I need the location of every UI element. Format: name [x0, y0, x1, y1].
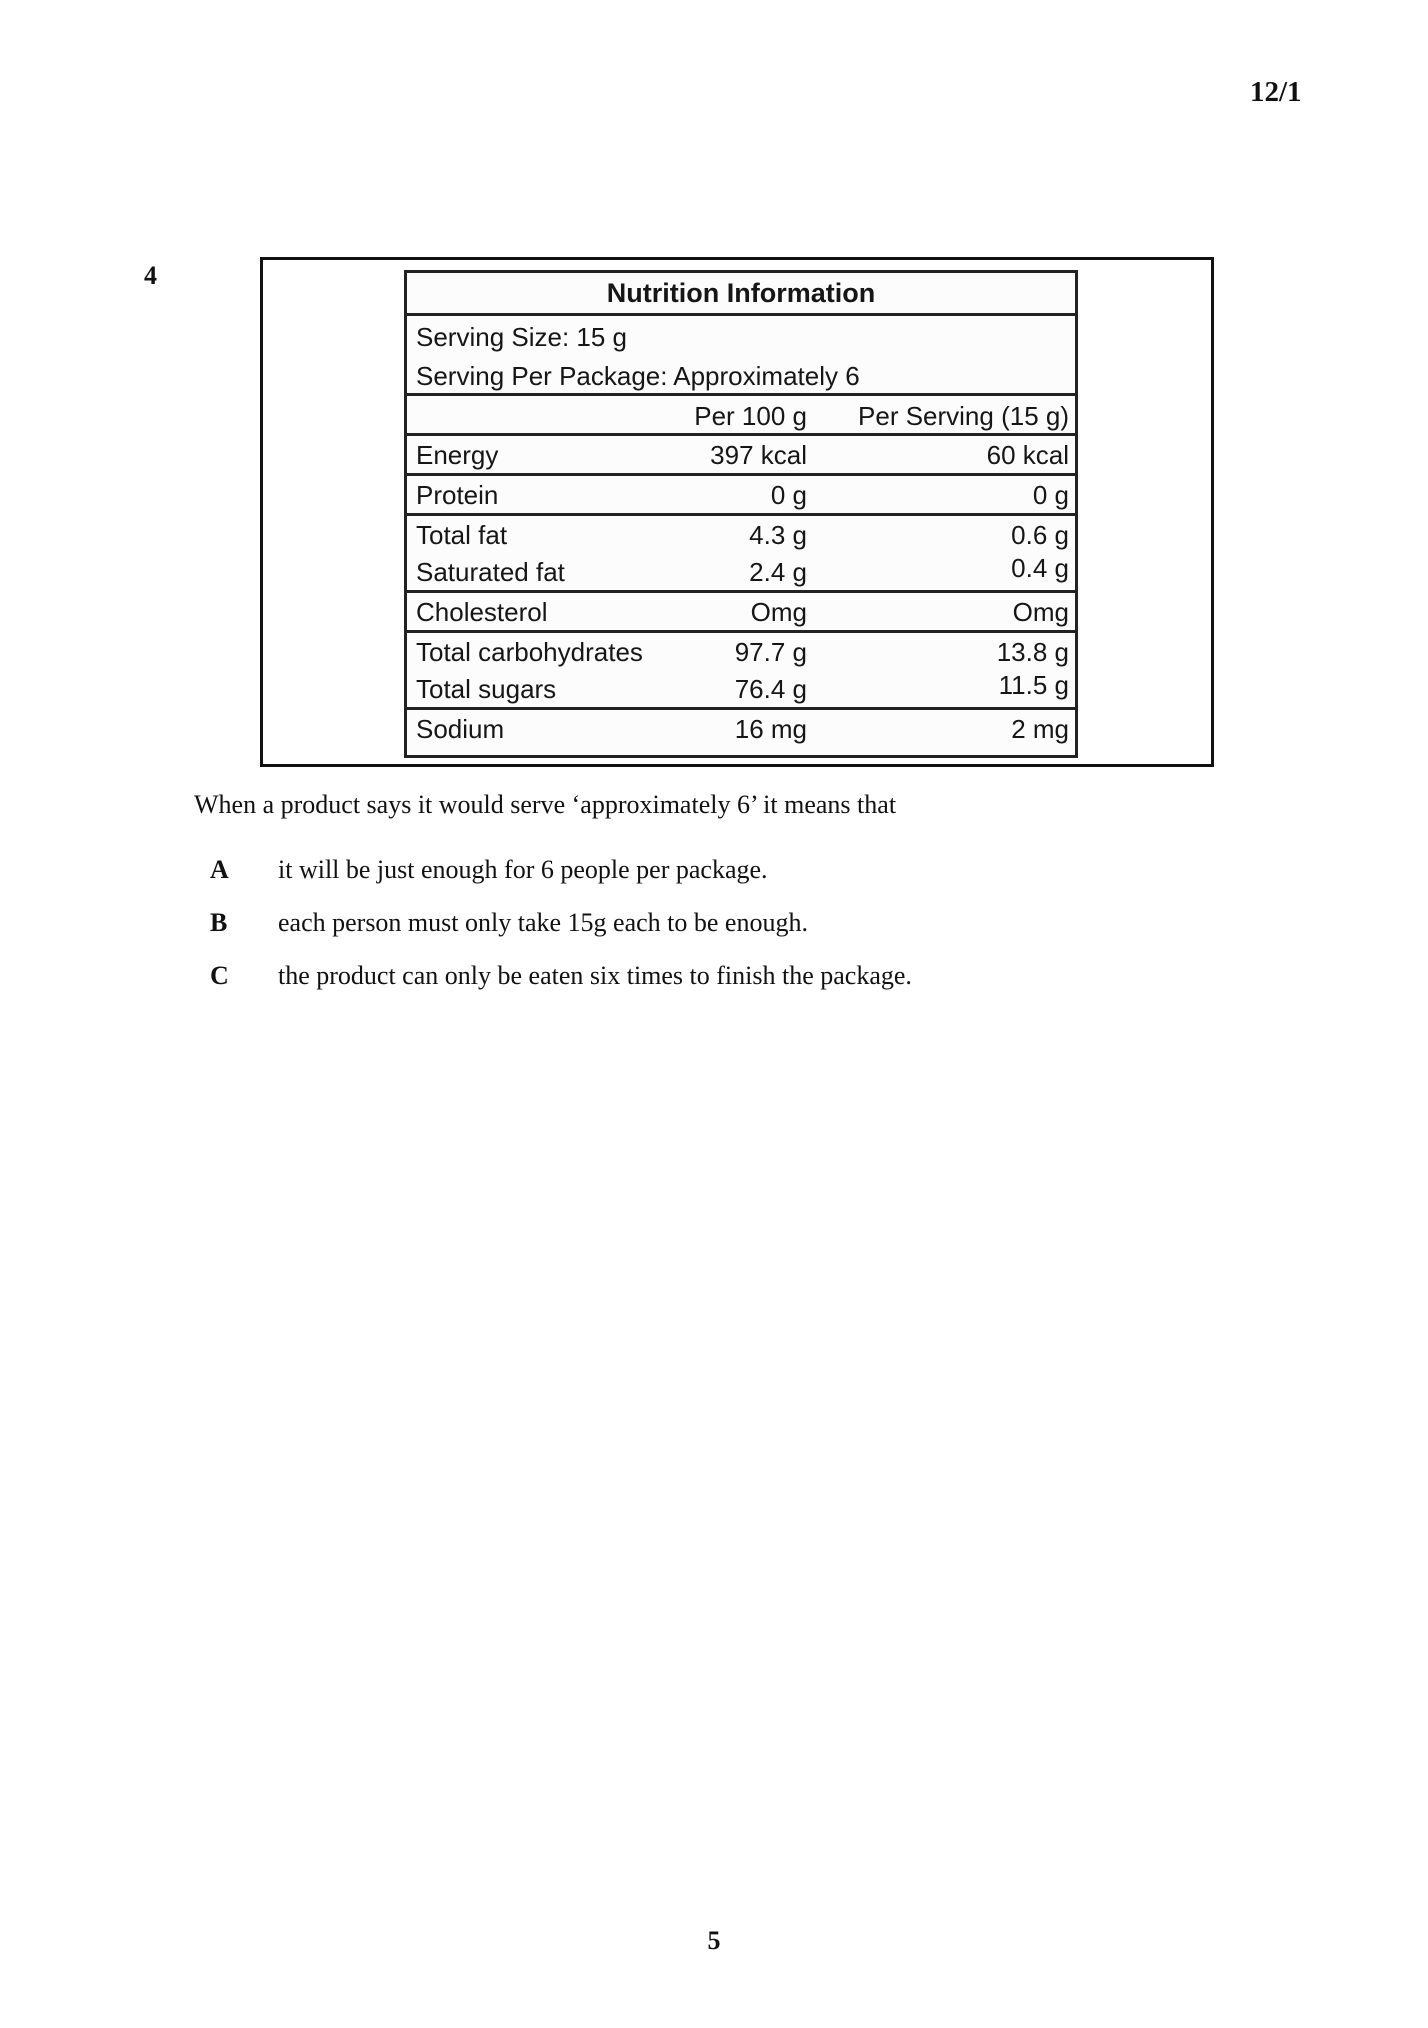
nutrient-per-serving: 13.8 g: [996, 637, 1069, 667]
option-text: the product can only be eaten six times to finish the package.: [278, 961, 912, 990]
option-c: [210, 961, 912, 991]
nutrient-per-serving: 0.4 g: [1011, 553, 1069, 583]
option-b: [210, 908, 808, 938]
nutrient-row: [407, 593, 1075, 630]
option-text: it will be just enough for 6 people per package.: [278, 855, 768, 884]
nutrient-per-100: 397 kcal: [710, 440, 807, 470]
option-text: each person must only take 15g each to be enough.: [278, 908, 808, 937]
nutrient-per-100: 16 mg: [734, 714, 807, 744]
nutrient-row: [407, 710, 1075, 747]
nutrition-title: Nutrition Information: [407, 273, 1075, 316]
nutrient-group-protein: [407, 476, 1075, 516]
nutrient-name: Sodium: [416, 714, 505, 744]
nutrient-group-cholesterol: [407, 593, 1075, 633]
nutrient-per-100: 4.3 g: [749, 520, 807, 550]
nutrient-group-sodium: [407, 710, 1075, 747]
nutrient-per-serving: 2 mg: [1011, 714, 1069, 744]
option-letter: C: [210, 961, 229, 990]
nutrient-per-serving: Omg: [1012, 597, 1069, 627]
serving-info: [407, 316, 1075, 396]
nutrient-per-100: 0 g: [770, 480, 807, 510]
nutrient-name: Energy: [416, 440, 499, 470]
nutrient-name: Total carbohydrates: [416, 637, 643, 667]
nutrient-per-100: 2.4 g: [749, 557, 807, 587]
nutrient-per-serving: 60 kcal: [986, 440, 1069, 470]
page-number: 5: [707, 1926, 721, 1955]
nutrient-group-energy: [407, 436, 1075, 476]
nutrient-name: Cholesterol: [416, 597, 548, 627]
nutrient-name: Total sugars: [416, 674, 557, 704]
nutrient-per-100: Omg: [750, 597, 807, 627]
nutrient-row: [407, 436, 1075, 473]
nutrient-per-serving: 11.5 g: [998, 670, 1069, 700]
option-a: [210, 855, 768, 885]
question-number: 4: [144, 261, 157, 290]
option-letter: B: [210, 908, 228, 937]
question-stem: When a product says it would serve ‘approximately 6’ it means that: [194, 790, 897, 819]
nutrient-row: [407, 633, 1075, 670]
page-code: 12/1: [1250, 76, 1302, 108]
column-header-per-100: Per 100 g: [694, 401, 807, 431]
nutrient-per-100: 97.7 g: [734, 637, 807, 667]
nutrient-group-fat: [407, 516, 1075, 593]
servings-per-package: Serving Per Package: Approximately 6: [416, 361, 860, 391]
nutrient-per-serving: 0 g: [1032, 480, 1069, 510]
column-headers: [407, 396, 1075, 436]
nutrient-name: Saturated fat: [416, 557, 565, 587]
nutrient-row: [407, 516, 1075, 553]
option-letter: A: [210, 855, 229, 884]
nutrient-name: Protein: [416, 480, 499, 510]
serving-size: Serving Size: 15 g: [416, 322, 628, 352]
nutrient-row: [407, 476, 1075, 513]
nutrient-group-carbohydrates: [407, 633, 1075, 710]
column-header-per-serving: Per Serving (15 g): [858, 401, 1069, 431]
nutrient-name: Total fat: [416, 520, 508, 550]
nutrient-row: [407, 553, 1075, 590]
nutrition-label: [404, 270, 1078, 758]
nutrient-per-100: 76.4 g: [734, 674, 807, 704]
nutrient-row: [407, 670, 1075, 707]
nutrient-per-serving: 0.6 g: [1011, 520, 1069, 550]
